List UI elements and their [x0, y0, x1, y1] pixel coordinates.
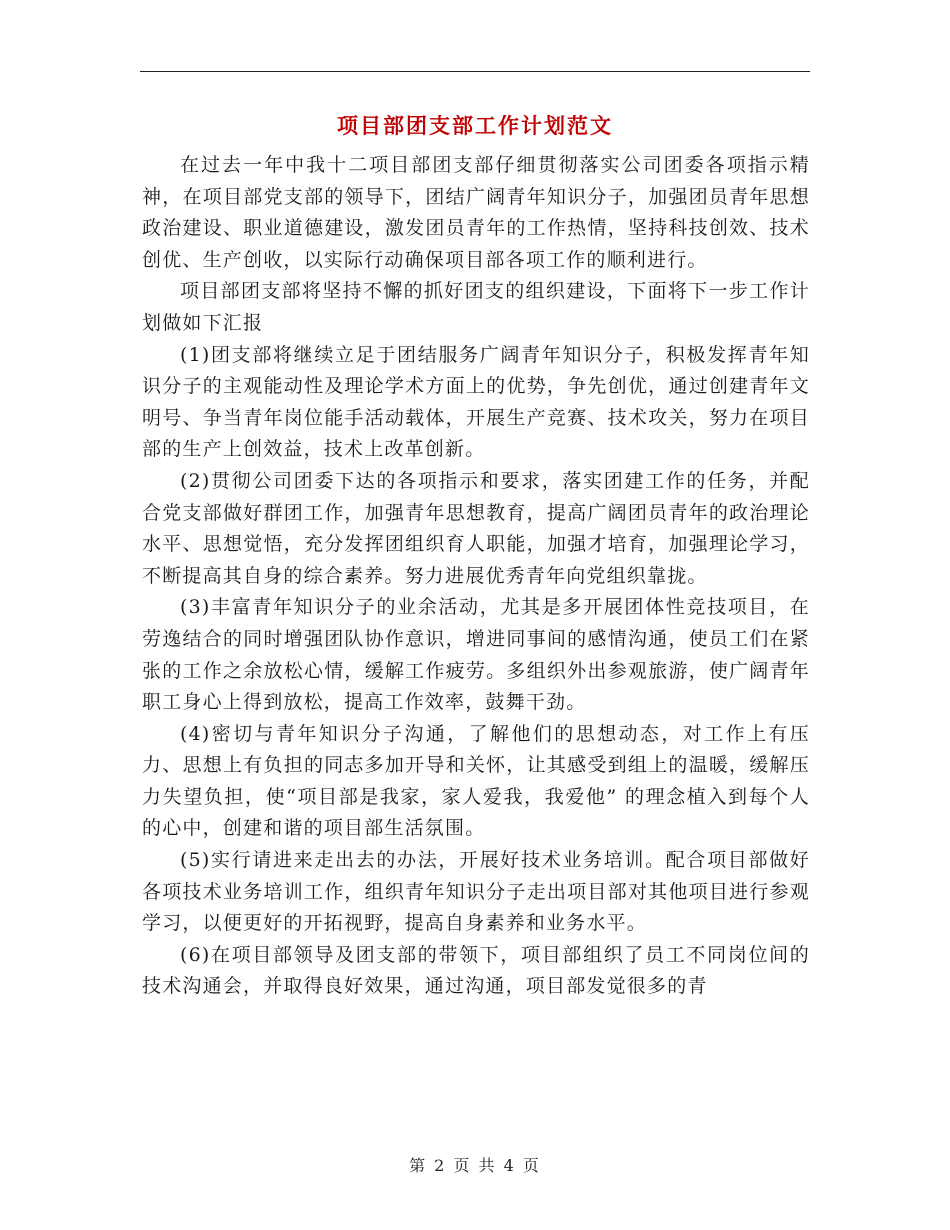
paragraph: (5)实行请进来走出去的办法，开展好技术业务培训。配合项目部做好各项技术业务培训工作，组织青年知识分子走出项目部对其他项目进行参观学习，以便更好的开拓视野，提高自身素养和业务水平。	[142, 849, 810, 935]
paragraph: 项目部团支部将坚持不懈的抓好团支的组织建设，下面将下一步工作计划做如下汇报	[142, 280, 810, 334]
paragraph: (1)团支部将继续立足于团结服务广阔青年知识分子，积极发挥青年知识分子的主观能动性及理论学术方面上的优势，争先创优，通过创建青年文明号、争当青年岗位能手活动载体，开展生产竞赛、技术攻关，努力在项目部的生产上创效益，技术上改革创新。	[142, 343, 810, 461]
paragraph: 在过去一年中我十二项目部团支部仔细贯彻落实公司团委各项指示精神，在项目部党支部的领导下，团结广阔青年知识分子，加强团员青年思想政治建设、职业道德建设，激发团员青年的工作热情，坚持科技创效、技术创优、生产创收，以实际行动确保项目部各项工作的顺利进行。	[142, 154, 810, 271]
paragraph: (2)贯彻公司团委下达的各项指示和要求，落实团建工作的任务，并配合党支部做好群团工作，加强青年思想教育，提高广阔团员青年的政治理论水平、思想觉悟，充分发挥团组织育人职能，加强才培育，加强理论学习，不断提高其自身的综合素养。努力进展优秀青年向党组织靠拢。	[142, 469, 810, 587]
document-title: 项目部团支部工作计划范文	[337, 113, 613, 138]
header-rule	[140, 71, 810, 72]
paragraph: (4)密切与青年知识分子沟通，了解他们的思想动态，对工作上有压力、思想上有负担的同志多加开导和关怀，让其感受到组上的温暖，缓解压力失望负担，使“项目部是我家，家人爱我，我爱他” 的理念植入到每个人的心中，创建和谐的项目部生活氛围。	[142, 722, 810, 840]
document-body	[142, 150, 810, 1003]
page-footer: 第 2 页 共 4 页	[409, 1156, 541, 1175]
paragraph: (6)在项目部领导及团支部的带领下，项目部组织了员工不同岗位间的技术沟通会，并取得良好效果，通过沟通，项目部发觉很多的青	[142, 943, 810, 998]
paragraph: (3)丰富青年知识分子的业余活动，尤其是多开展团体性竞技项目，在劳逸结合的同时增强团队协作意识，增进同事间的感情沟通，使员工们在紧张的工作之余放松心情，缓解工作疲劳。多组织外出参观旅游，使广阔青年职工身心上得到放松，提高工作效率，鼓舞干劲。	[142, 596, 810, 714]
